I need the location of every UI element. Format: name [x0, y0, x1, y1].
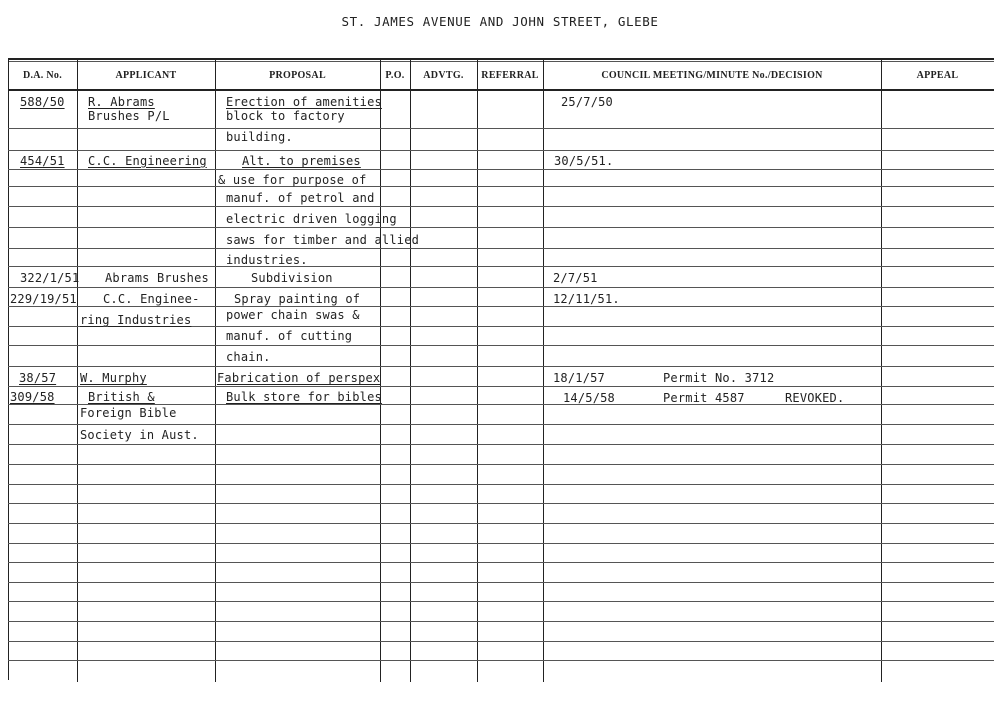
da-number: 38/57 — [19, 371, 57, 385]
applicant-line: R. Abrams — [88, 95, 155, 109]
proposal-line: power chain swas & — [226, 308, 360, 322]
proposal-line: manuf. of petrol and — [226, 191, 375, 205]
applicant-line: Society in Aust. — [80, 428, 199, 442]
proposal-line: manuf. of cutting — [226, 329, 353, 343]
col-header-po: P.O. — [385, 69, 405, 81]
col-header-appeal: APPEAL — [916, 69, 959, 81]
council-decision: 25/7/50 — [561, 95, 613, 109]
proposal-line: industries. — [226, 253, 308, 267]
council-decision: 18/1/57 — [553, 371, 605, 385]
da-number: 309/58 — [10, 390, 55, 404]
applicant-line: C.C. Engineering — [88, 154, 207, 168]
da-number: 454/51 — [20, 154, 65, 168]
proposal-line: Alt. to premises — [242, 154, 361, 168]
applicant-line: Abrams Brushes — [105, 271, 209, 285]
applicant-line: Brushes P/L — [88, 109, 170, 123]
proposal-line: saws for timber and allied — [226, 233, 420, 247]
applicant-line: British & — [88, 390, 155, 404]
col-header-referral: REFERRAL — [481, 69, 539, 81]
da-number: 229/19/51 — [10, 292, 77, 306]
council-decision: 12/11/51. — [553, 292, 620, 306]
applicant-line: W. Murphy — [80, 371, 147, 385]
proposal-line: & use for purpose of — [218, 173, 367, 187]
proposal-line: block to factory — [226, 109, 345, 123]
council-decision: 30/5/51. — [554, 154, 614, 168]
proposal-line: chain. — [226, 350, 271, 364]
col-header-da-no: D.A. No. — [22, 69, 63, 81]
applicant-line: Foreign Bible — [80, 406, 177, 420]
permit-number: Permit No. 3712 — [663, 371, 775, 385]
da-number: 322/1/51 — [20, 271, 80, 285]
applicant-line: C.C. Enginee- — [103, 292, 200, 306]
da-number: 588/50 — [20, 95, 65, 109]
council-decision: 14/5/58 — [563, 391, 615, 405]
col-header-advtg: ADVTG. — [423, 69, 464, 81]
status-revoked: REVOKED. — [785, 391, 845, 405]
col-header-council: COUNCIL MEETING/MINUTE No./DECISION — [601, 69, 823, 81]
proposal-line: building. — [226, 130, 293, 144]
applicant-line: ring Industries — [80, 313, 192, 327]
proposal-line: Bulk store for bibles — [226, 390, 382, 404]
proposal-line: Spray painting of — [234, 292, 361, 306]
proposal-line: Subdivision — [251, 271, 333, 285]
col-header-applicant: APPLICANT — [115, 69, 177, 81]
page-title: ST. JAMES AVENUE AND JOHN STREET, GLEBE — [341, 14, 659, 29]
permit-number: Permit 4587 — [663, 391, 745, 405]
proposal-line: electric driven logging — [226, 212, 397, 226]
col-header-proposal: PROPOSAL — [269, 69, 326, 81]
council-decision: 2/7/51 — [553, 271, 598, 285]
proposal-line: Erection of amenities — [226, 95, 382, 109]
proposal-line: Fabrication of perspex — [217, 371, 381, 385]
